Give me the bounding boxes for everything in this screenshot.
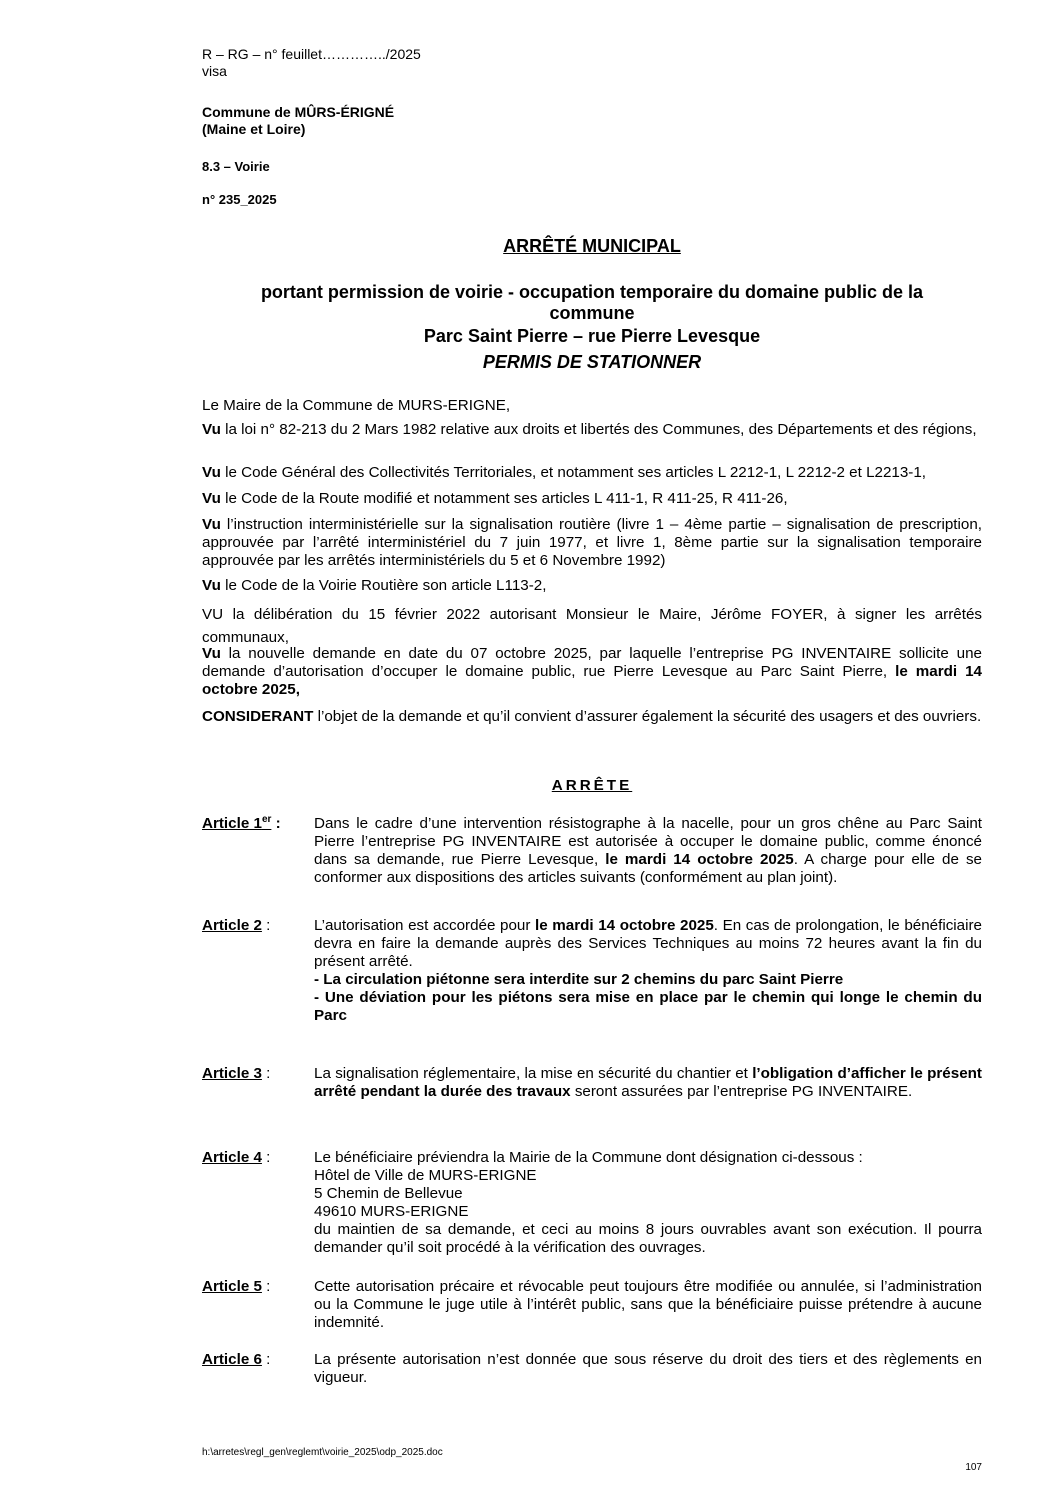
preamble-vu-5	[202, 577, 982, 595]
vu-text: le Code de la Voirie Routière son article L113-2,	[220, 577, 547, 594]
permit-title: PERMIS DE STATIONNER	[482, 352, 702, 372]
visa-line: visa	[202, 63, 227, 79]
vu-keyword: Vu	[202, 464, 221, 481]
preamble-vu-1	[202, 421, 982, 439]
article-4-line-5: du maintien de sa demande, et ceci au moins 8 jours ouvrables avant son exécution. Il pourra demander qu’il soit procédé à la vérification des ouvrages.	[314, 1221, 982, 1256]
article-5-label: Article 5 :	[202, 1278, 271, 1295]
article-6-body: La présente autorisation n’est donnée que sous réserve du droit des tiers et des règlements en vigueur.	[314, 1351, 982, 1386]
document-number: n° 235_2025	[202, 192, 277, 207]
article-6-title: Article 6	[202, 1351, 262, 1368]
article-5-title: Article 5	[202, 1278, 262, 1295]
considerant-keyword: CONSIDERANT	[202, 708, 314, 725]
vu-text: la nouvelle demande en date du 07 octobre 2025, par laquelle l’entreprise PG INVENTAIRE sollicite une demande d’autorisation d’occuper le domaine public, rue Pierre Levesque au Parc Saint Pierre,	[202, 645, 982, 680]
article-1-body: Dans le cadre d’une intervention résistographe à la nacelle, pour un gros chêne au Parc Saint Pierre l’entreprise PG INVENTAIRE est autorisée à occuper le domaine public, comme énoncé dans sa demande, rue Pierre Levesque, le mardi 14 octobre 2025. A charge pour elle de se conformer aux dispositions des articles suivants (conformément au plan joint).	[314, 815, 982, 886]
article-2-point-1: - La circulation piétonne sera interdite sur 2 chemins du parc Saint Pierre	[314, 971, 844, 988]
considerant-text: l’objet de la demande et qu’il convient d’assurer également la sécurité des usagers et des ouvriers.	[313, 708, 982, 725]
location-title: Parc Saint Pierre – rue Pierre Levesque	[423, 326, 761, 346]
article-4-body	[314, 1149, 982, 1257]
preamble-vu-3	[202, 490, 982, 508]
article-3-label: Article 3 :	[202, 1065, 271, 1082]
vu-date: le mardi 14 octobre 2025,	[202, 663, 982, 698]
vu-text: le Code de la Route modifié et notamment ses articles L 411-1, R 411-25, R 411-26,	[220, 490, 788, 507]
article-1-title: Article 1er	[202, 813, 272, 832]
address-line-2: 5 Chemin de Bellevue	[314, 1185, 463, 1202]
subtitle-line-2: commune	[549, 303, 635, 323]
article-6-label: Article 6 :	[202, 1351, 271, 1368]
preamble-considerant	[202, 708, 982, 726]
footer-file-path: h:\arretes\regl_gen\reglemt\voirie_2025\odp_2025.doc	[202, 1447, 443, 1458]
reference-line: R – RG – n° feuillet…………../2025	[202, 46, 421, 62]
vu-keyword: Vu	[202, 516, 221, 533]
category-label: 8.3 – Voirie	[202, 159, 270, 174]
department-name: (Maine et Loire)	[202, 121, 306, 137]
preamble-vu-6: VU la délibération du 15 février 2022 autorisant Monsieur le Maire, Jérôme FOYER, à signer les arrêtés communaux,	[202, 606, 982, 646]
article-1-label: Article 1er :	[202, 813, 281, 832]
address-line-1: Hôtel de Ville de MURS-ERIGNE	[314, 1167, 537, 1184]
article-5-body: Cette autorisation précaire et révocable peut toujours être modifiée ou annulée, si l’administration ou la Commune le juge utile à l’intérêt public, sans que la bénéficiaire puisse prétendre à aucune indemnité.	[314, 1278, 982, 1331]
vu-keyword: Vu	[202, 421, 221, 438]
vu-keyword: Vu	[202, 577, 221, 594]
article-2-body: L’autorisation est accordée pour le mardi 14 octobre 2025. En cas de prolongation, le bénéficiaire devra en faire la demande auprès des Services Techniques au moins 72 heures avant la fin du présent arrêté. - La circulation piétonne sera interdite sur 2 chemins du parc Saint Pierre - Une déviation pour les piétons sera mise en place par le chemin qui longe le chemin du Parc	[314, 917, 982, 1024]
article-2-label: Article 2 :	[202, 917, 271, 934]
article-2-title: Article 2	[202, 917, 262, 934]
preamble-vu-2	[202, 464, 982, 482]
subtitle-line-1: portant permission de voirie - occupation temporaire du domaine public de la	[260, 282, 924, 302]
vu-text: la loi n° 82-213 du 2 Mars 1982 relative aux droits et libertés des Communes, des Départements et des régions,	[220, 421, 977, 438]
article-3-body: La signalisation réglementaire, la mise en sécurité du chantier et l’obligation d’afficher le présent arrêté pendant la durée des travaux seront assurées par l’entreprise PG INVENTAIRE.	[314, 1065, 982, 1100]
preamble-intro: Le Maire de la Commune de MURS-ERIGNE,	[202, 397, 511, 414]
commune-name: Commune de MÛRS-ÉRIGNÉ	[202, 104, 395, 120]
article-3-title: Article 3	[202, 1065, 262, 1082]
article-4-line-1: Le bénéficiaire préviendra la Mairie de la Commune dont désignation ci-dessous :	[314, 1149, 863, 1166]
vu-text: l’instruction interministérielle sur la signalisation routière (livre 1 – 4ème partie – signalisation de prescription, approuvée par l’arrêté interministériel du 7 juin 1977, et livre 1, 8ème partie sur la signalisation temporaire approuvée par les arrêtés interministériels du 5 et 6 Novembre 1992)	[202, 516, 982, 569]
article-2-point-2: - Une déviation pour les piétons sera mise en place par le chemin qui longe le chemin du Parc	[314, 989, 982, 1024]
preamble-vu-7	[202, 645, 982, 699]
vu-keyword: Vu	[202, 645, 221, 662]
preamble-vu-4	[202, 516, 982, 570]
arrete-heading: ARRÊTE	[551, 777, 633, 794]
footer-page-number: 107	[965, 1462, 982, 1473]
address-line-3: 49610 MURS-ERIGNE	[314, 1203, 469, 1220]
article-4-title: Article 4	[202, 1149, 262, 1166]
vu-text: le Code Général des Collectivités Territoriales, et notamment ses articles L 2212-1, L 2212-2 et L2213-1,	[220, 464, 927, 481]
article-4-label: Article 4 :	[202, 1149, 271, 1166]
main-title: ARRÊTÉ MUNICIPAL	[503, 236, 681, 256]
vu-keyword: Vu	[202, 490, 221, 507]
